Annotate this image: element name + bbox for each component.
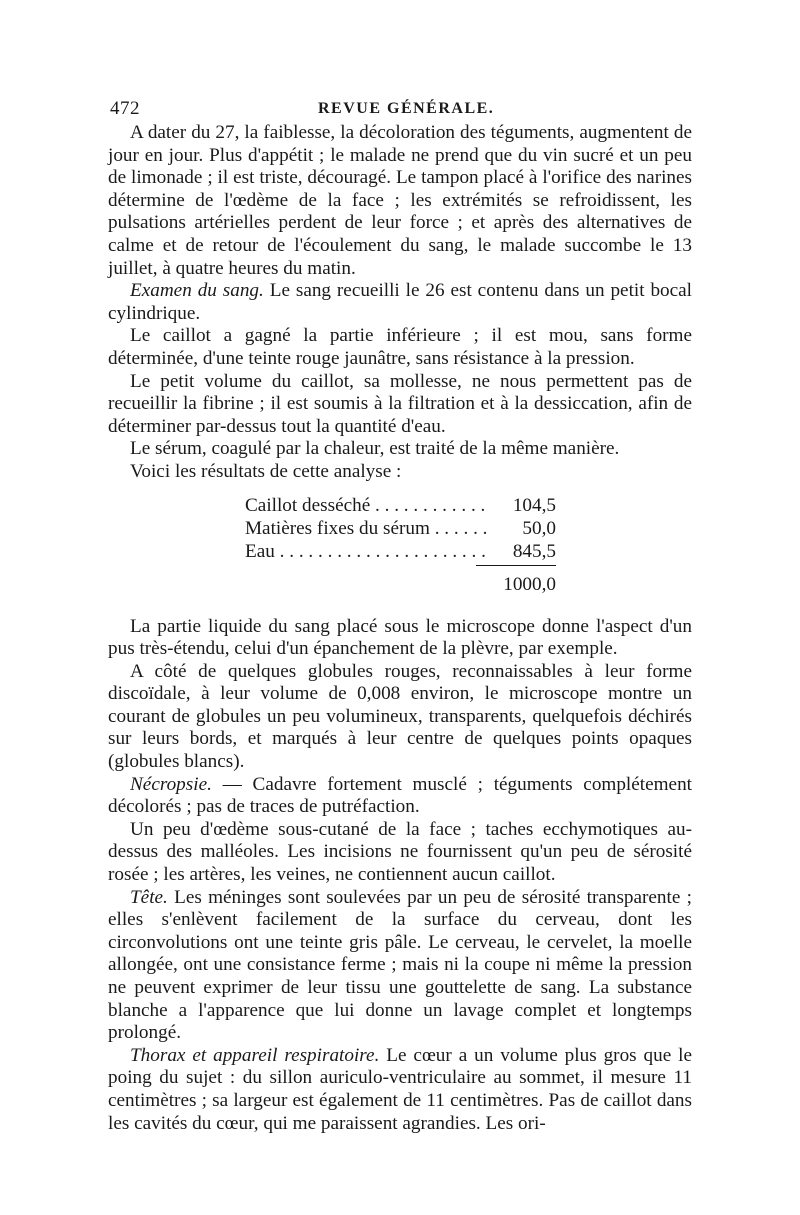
paragraph-text: Le sang recueilli le 26 est contenu dans un petit bocal cylindrique. (108, 280, 693, 324)
paragraph (108, 887, 692, 1045)
paragraph (108, 461, 692, 484)
paragraph (108, 122, 692, 280)
paragraph (108, 1045, 692, 1135)
paragraph-text: Le sérum, coagulé par la chaleur, est traité de la même manière. (130, 438, 620, 460)
page-header (110, 98, 690, 124)
paragraph-text: Le caillot a gagné la partie inférieure ; il est mou, sans forme déterminée, d'une teinte rouge jaunâtre, sans résistance à la pression. (108, 325, 692, 369)
italic-heading: Examen du sang. (130, 280, 264, 302)
italic-heading: Nécropsie. (130, 773, 212, 795)
paragraphs-before-table (108, 122, 692, 484)
paragraph-text: La partie liquide du sang placé sous le microscope donne l'aspect d'un pus très-étendu, celui d'un épanchement de la plèvre, par exemple. (108, 615, 692, 660)
running-title: REVUE GÉNÉRALE. (318, 100, 495, 117)
paragraph (108, 438, 692, 461)
table-row (245, 517, 556, 540)
table-row (245, 540, 556, 563)
row-label: Eau . . . (245, 540, 488, 563)
table-total: 1000,0 (503, 573, 556, 595)
paragraph-text: A dater du 27, la faiblesse, la décoloration des téguments, augmentent de jour en jour. Plus d'appétit ; le malade ne prend que du vin sucré et un peu de limonade ; il est triste, découragé. Le tampon placé à l'orifice des narines détermine de l'œdème de la face ; les extrémités se refroidissent, les pulsations artérielles perdent de leur force ; et après des alternatives de calme et de retour de l'écoulement du sang, le malade succombe le 13 juillet, à quatre heures du matin. (108, 122, 692, 279)
paragraph (108, 371, 692, 439)
paragraph (108, 819, 692, 887)
paragraph (108, 774, 692, 819)
paragraph-text: Un peu d'œdème sous-cutané de la face ; taches ecchymotiques au-dessus des malléoles. Les incisions ne fournissent qu'un peu de sérosité rosée ; les artères, les veines, ne contiennent aucun caillot. (108, 818, 692, 886)
paragraph-text: — Cadavre fortement musclé ; téguments complétement décolorés ; pas de traces de putréfaction. (108, 773, 692, 818)
row-value: 845,5 (488, 540, 556, 563)
row-value: 50,0 (488, 517, 556, 540)
paragraph-text: Le petit volume du caillot, sa mollesse, ne nous permettent pas de recueillir la fibrine ; il est soumis à la filtration et à la dessiccation, afin de déterminer par-dessus tout la quantité d'eau. (108, 370, 692, 437)
paragraph (108, 661, 692, 774)
italic-heading: Tête. (130, 886, 168, 908)
paragraph-text: Voici les résultats de cette analyse : (130, 460, 402, 482)
paragraph (108, 325, 692, 370)
body-text (108, 122, 692, 1135)
analysis-table (245, 494, 556, 600)
paragraph-text: Le cœur a un volume plus gros que le poing du sujet : du sillon auriculo-ventriculaire au sommet, il mesure 11 centimètres ; sa largeur est également de 11 centimètres. Pas de caillot dans les cavités du cœur, qui me paraissent agrandies. Les ori- (108, 1044, 692, 1134)
paragraph (108, 616, 692, 661)
row-label: Caillot desséché . . . (245, 494, 488, 517)
italic-heading: Thorax et appareil respiratoire. (130, 1044, 380, 1066)
paragraph (108, 280, 692, 325)
row-label: Matières fixes du sérum . . . (245, 517, 488, 540)
table-row (245, 494, 556, 517)
row-value: 104,5 (488, 494, 556, 517)
paragraph-text: A côté de quelques globules rouges, reconnaissables à leur forme discoïdale, à leur volume de 0,008 environ, le microscope montre un courant de globules un peu volumineux, transparents, quelquefois déchirés sur leurs bords, et marqués à leur centre de quelques points opaques (globules blancs). (108, 660, 692, 773)
paragraph-text: Les méninges sont soulevées par un peu de sérosité transparente ; elles s'enlèvent facilement de la surface du cerveau, dont les circonvolutions ont une teinte gris pâle. Le cerveau, le cervelet, la moelle allongée, ont une consistance ferme ; mais ni la coupe ni même la pression ne peuvent exprimer de leur tissu une gouttelette de sang. La substance blanche a l'apparence que lui donne un lavage complet et longtemps prolongé. (108, 886, 692, 1044)
paragraphs-after-table (108, 616, 692, 1136)
page-number: 472 (110, 98, 140, 119)
